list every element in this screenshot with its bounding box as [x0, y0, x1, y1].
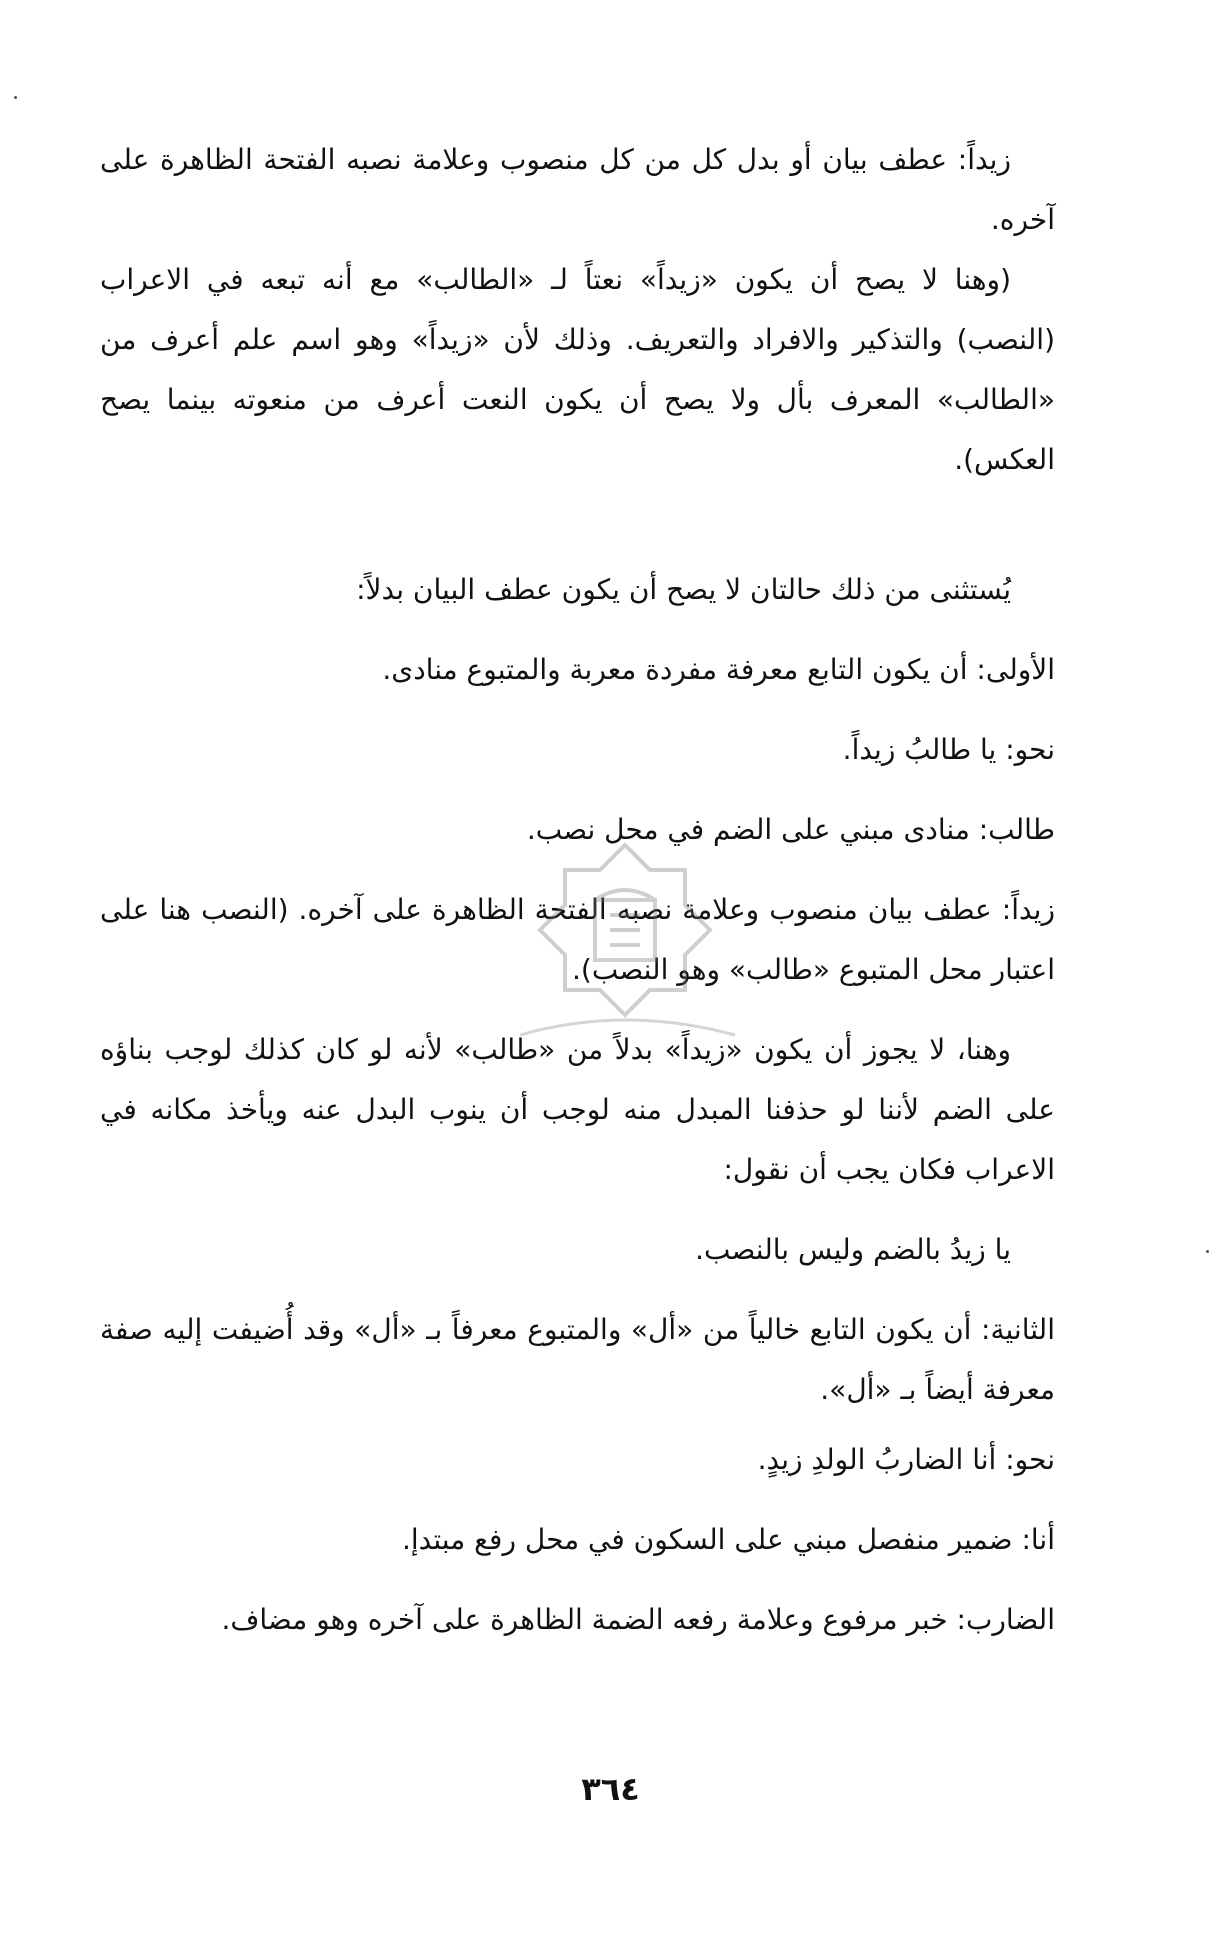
scan-speck — [14, 96, 17, 99]
paragraph-4: الأولى: أن يكون التابع معرفة مفردة معربة والمتبوع منادى. — [382, 653, 1055, 686]
paragraph-10: الثانية: أن يكون التابع خالياً من «أل» والمتبوع معرفاً بـ «أل» وقد أُضيفت إليه صفة معرفة أيضاً بـ «أل». — [100, 1313, 1055, 1406]
paragraph-5: نحو: يا طالبُ زيداً. — [842, 733, 1055, 766]
scan-speck — [1206, 1250, 1209, 1253]
paragraph-11: نحو: أنا الضاربُ الولدِ زيدٍ. — [757, 1443, 1055, 1476]
paragraph-12: أنا: ضمير منفصل مبني على السكون في محل رفع مبتدإ. — [401, 1523, 1055, 1556]
paragraph-1: زيداً: عطف بيان أو بدل كل من كل منصوب وعلامة نصبه الفتحة الظاهرة على آخره. — [100, 143, 1055, 236]
page-number: ٣٦٤ — [581, 1770, 640, 1808]
paragraph-3: يُستثنى من ذلك حالتان لا يصح أن يكون عطف البيان بدلاً: — [356, 573, 1011, 606]
paragraph-13: الضارب: خبر مرفوع وعلامة رفعه الضمة الظاهرة على آخره وهو مضاف. — [221, 1603, 1055, 1636]
paragraph-2: (وهنا لا يصح أن يكون «زيداً» نعتاً لـ «الطالب» مع أنه تبعه في الاعراب (النصب) والتذكير والافراد والتعريف. وذلك لأن «زيداً» وهو اسم علم أعرف من «الطالب» المعرف بأل ولا يصح أن يكون النعت أعرف من منعوته بينما يصح العكس). — [100, 263, 1055, 476]
paragraph-9: يا زيدُ بالضم وليس بالنصب. — [695, 1233, 1011, 1266]
paragraph-7: زيداً: عطف بيان منصوب وعلامة نصبه الفتحة الظاهرة على آخره. (النصب هنا على اعتبار محل المتبوع «طالب» وهو النصب). — [100, 893, 1055, 986]
paragraph-6: طالب: منادى مبني على الضم في محل نصب. — [526, 813, 1055, 846]
paragraph-8: وهنا، لا يجوز أن يكون «زيداً» بدلاً من «طالب» لأنه لو كان كذلك لوجب بناؤه على الضم لأننا لو حذفنا المبدل منه لوجب أن ينوب البدل عنه ويأخذ مكانه في الاعراب فكان يجب أن نقول: — [100, 1033, 1055, 1186]
